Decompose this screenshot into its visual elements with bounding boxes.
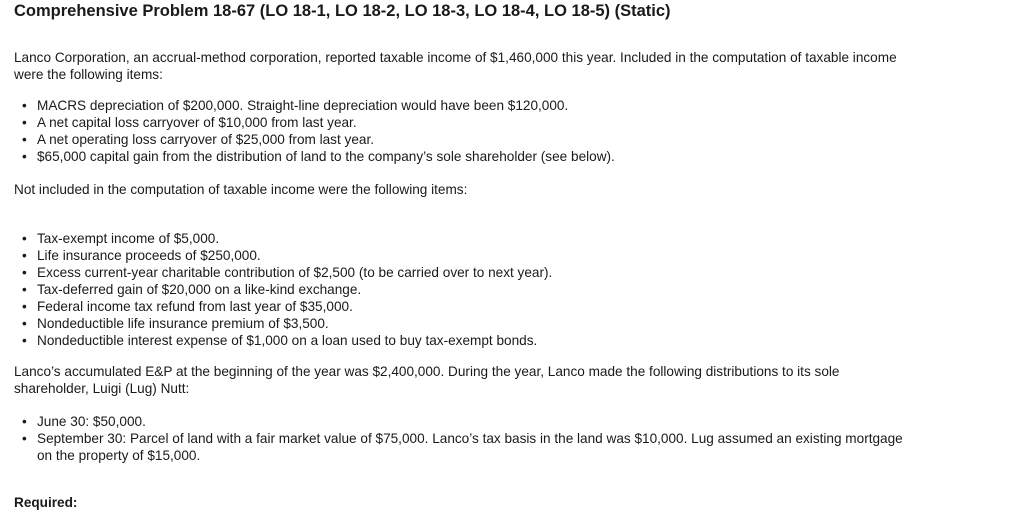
bullet-icon: • xyxy=(22,265,27,280)
list-item xyxy=(14,281,914,298)
list-item xyxy=(14,247,914,264)
list-item-text: MACRS depreciation of $200,000. Straight-line depreciation would have been $120,000. xyxy=(37,98,569,113)
list-item xyxy=(14,298,914,315)
list-item-text: Tax-deferred gain of $20,000 on a like-kind exchange. xyxy=(37,282,362,297)
not-included-items-list xyxy=(14,230,914,349)
bullet-icon: • xyxy=(22,231,27,246)
list-item-text: Nondeductible life insurance premium of $3,500. xyxy=(37,316,329,331)
list-item-text: $65,000 capital gain from the distribution of land to the company’s sole shareholder (see below). xyxy=(37,149,615,164)
bullet-icon: • xyxy=(22,149,27,164)
distributions-intro: Lanco’s accumulated E&P at the beginning of the year was $2,400,000. During the year, Lanco made the following distributions to its sole shareholder, Luigi (Lug) Nutt: xyxy=(14,364,840,396)
bullet-icon: • xyxy=(22,282,27,297)
distributions-list xyxy=(14,413,914,464)
list-item-text: Life insurance proceeds of $250,000. xyxy=(37,248,261,263)
bullet-icon: • xyxy=(22,431,27,446)
bullet-icon: • xyxy=(22,333,27,348)
included-items-list xyxy=(14,97,914,165)
intro-paragraph: Lanco Corporation, an accrual-method corporation, reported taxable income of $1,460,000 this year. Included in the computation of taxable income were the following items: xyxy=(14,50,897,82)
list-item xyxy=(14,332,914,349)
list-item xyxy=(14,315,914,332)
list-item-text: Tax-exempt income of $5,000. xyxy=(37,231,220,246)
problem-title: Comprehensive Problem 18-67 (LO 18-1, LO 18-2, LO 18-3, LO 18-4, LO 18-5) (Static) xyxy=(14,2,671,20)
bullet-icon: • xyxy=(22,299,27,314)
list-item xyxy=(14,264,914,281)
list-item xyxy=(14,230,914,247)
bullet-icon: • xyxy=(22,316,27,331)
list-item-text: A net capital loss carryover of $10,000 from last year. xyxy=(37,115,357,130)
bullet-icon: • xyxy=(22,248,27,263)
list-item-text: June 30: $50,000. xyxy=(37,414,146,429)
list-item-text: Excess current-year charitable contribution of $2,500 (to be carried over to next year). xyxy=(37,265,553,280)
bullet-icon: • xyxy=(22,115,27,130)
list-item xyxy=(14,131,914,148)
list-item-text: Nondeductible interest expense of $1,000 on a loan used to buy tax-exempt bonds. xyxy=(37,333,538,348)
bullet-icon: • xyxy=(22,132,27,147)
list-item xyxy=(14,430,914,464)
list-item-text: Federal income tax refund from last year of $35,000. xyxy=(37,299,353,314)
list-item-text: A net operating loss carryover of $25,000 from last year. xyxy=(37,132,375,147)
bullet-icon: • xyxy=(22,98,27,113)
list-item xyxy=(14,413,914,430)
list-item xyxy=(14,114,914,131)
list-item xyxy=(14,97,914,114)
list-item xyxy=(14,148,914,165)
list-item-text: September 30: Parcel of land with a fair market value of $75,000. Lanco’s tax basis in the land was $10,000. Lug assumed an existing mortgage on the property of $15,000. xyxy=(37,431,903,463)
required-heading: Required: xyxy=(14,495,78,510)
bullet-icon: • xyxy=(22,414,27,429)
not-included-heading: Not included in the computation of taxable income were the following items: xyxy=(14,182,468,197)
